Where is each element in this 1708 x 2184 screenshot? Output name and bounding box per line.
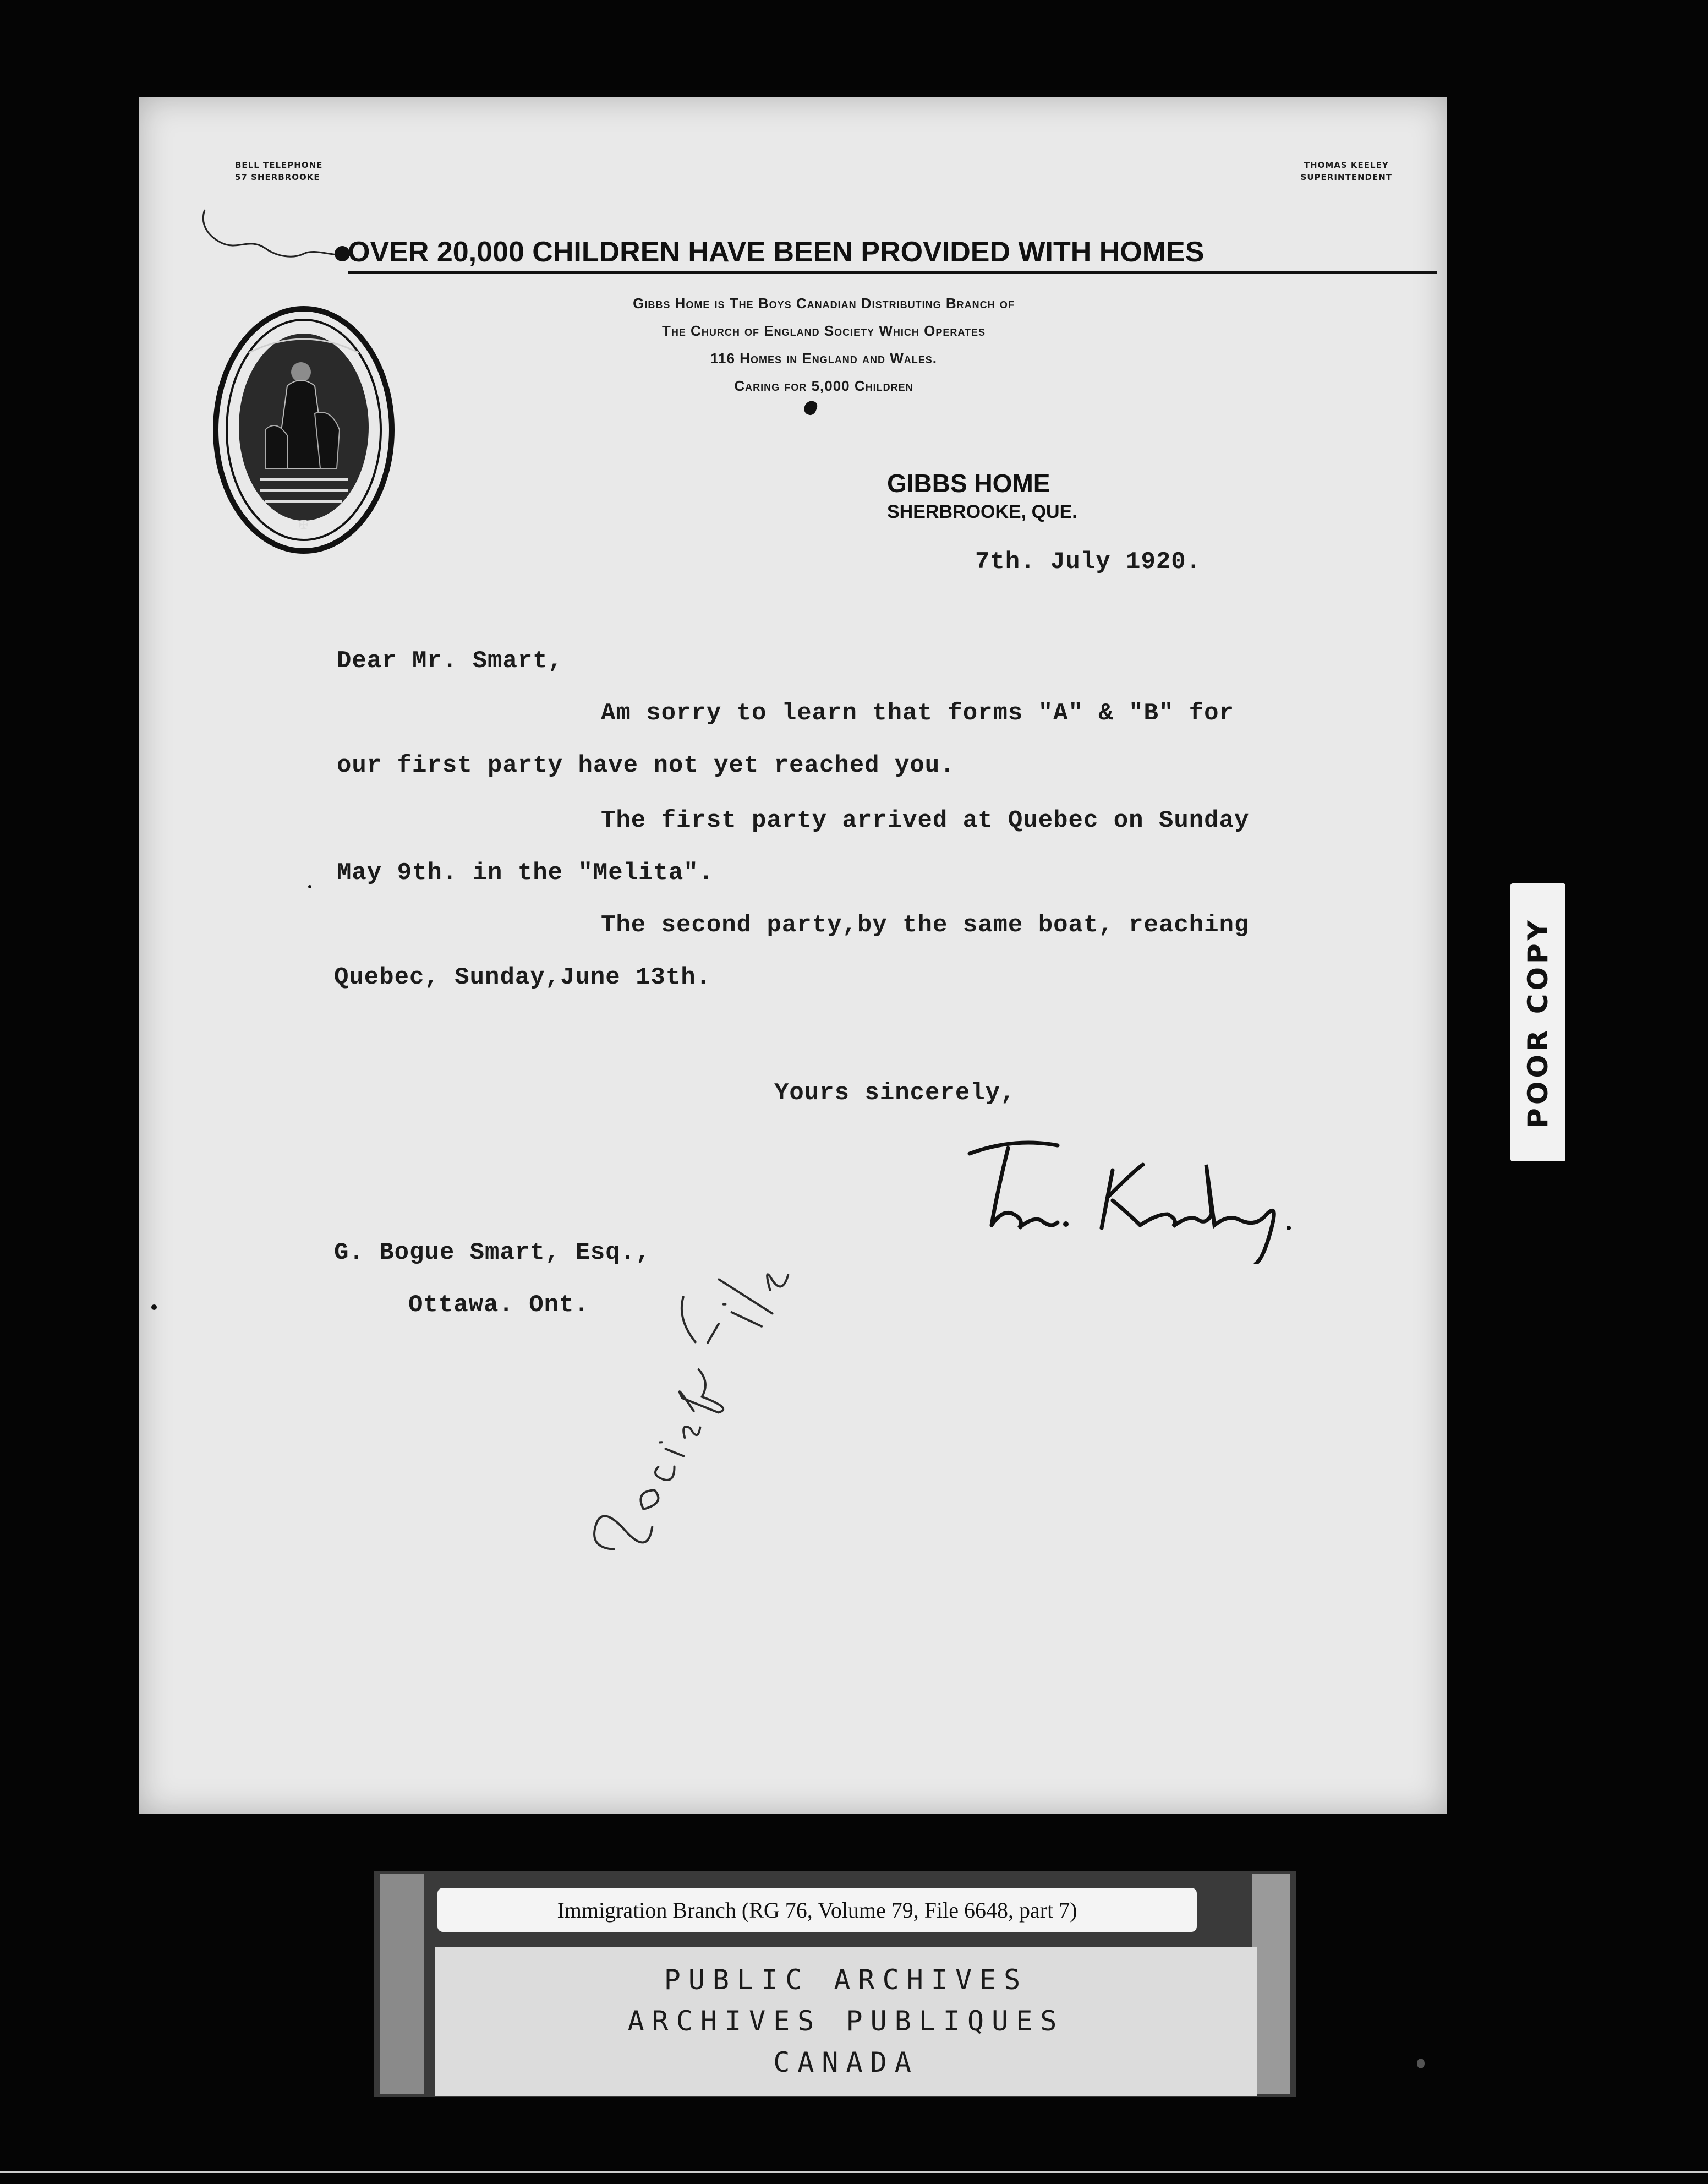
telephone-block	[235, 159, 322, 183]
handwritten-note-society-file	[568, 1225, 799, 1610]
branch-line: 116 Homes in England and Wales.	[710, 350, 937, 367]
handwritten-signature	[948, 1132, 1344, 1264]
dust-speck	[1417, 2059, 1425, 2068]
body-line: Am sorry to learn that forms "A" & "B" for	[601, 700, 1234, 727]
body-line: The second party,by the same boat, reaching	[601, 911, 1250, 939]
superintendent-name: THOMAS KEELEY	[1304, 160, 1389, 170]
recipient-name: G. Bogue Smart, Esq.,	[334, 1239, 651, 1266]
public-archives-card	[435, 1947, 1257, 2096]
file-reference-label: Immigration Branch (RG 76, Volume 79, File 6648, part 7)	[437, 1888, 1197, 1932]
film-edge-line	[0, 2171, 1708, 2173]
letter-page	[139, 97, 1447, 1814]
home-name: GIBBS HOME	[887, 469, 1050, 498]
archive-line: PUBLIC ARCHIVES	[664, 1964, 1028, 1996]
body-line: The first party arrived at Quebec on Sunday	[601, 807, 1250, 834]
holder-edge	[380, 1874, 424, 2094]
branch-line: Caring for 5,000 Children	[734, 378, 913, 394]
ornament-mark	[802, 399, 819, 417]
branch-line: Gibbs Home is The Boys Canadian Distributing Branch of	[633, 295, 1015, 312]
dust-speck	[151, 1304, 157, 1310]
body-line: Quebec, Sunday,June 13th.	[334, 964, 711, 991]
home-city: SHERBROOKE, QUE.	[887, 501, 1077, 522]
ink-squiggle-mark	[188, 204, 353, 265]
closing: Yours sincerely,	[774, 1079, 1016, 1107]
superintendent-block	[1301, 159, 1392, 183]
telephone-number: 57 SHERBROOKE	[235, 172, 320, 182]
dust-speck	[308, 885, 311, 888]
poor-copy-tag	[1510, 883, 1565, 1161]
recipient-city: Ottawa. Ont.	[408, 1291, 589, 1319]
branch-description	[480, 290, 1168, 400]
salutation: Dear Mr. Smart,	[337, 647, 563, 675]
letter-date: 7th. July 1920.	[975, 548, 1202, 576]
body-line: May 9th. in the "Melita".	[337, 859, 714, 887]
holder-edge	[1252, 1874, 1290, 2094]
branch-line: The Church of England Society Which Operates	[661, 323, 986, 339]
superintendent-title: SUPERINTENDENT	[1300, 172, 1392, 182]
poor-copy-label: POOR COPY	[1522, 916, 1554, 1128]
telephone-line: BELL TELEPHONE	[235, 160, 323, 170]
letterhead-headline: OVER 20,000 CHILDREN HAVE BEEN PROVIDED WITH HOMES	[348, 236, 1437, 274]
archive-line: CANADA	[773, 2046, 919, 2078]
svg-text:✠: ✠	[298, 518, 309, 532]
society-seal-logo	[210, 303, 397, 556]
body-line: our first party have not yet reached you.	[337, 752, 955, 779]
archive-line: ARCHIVES PUBLIQUES	[627, 2005, 1065, 2037]
